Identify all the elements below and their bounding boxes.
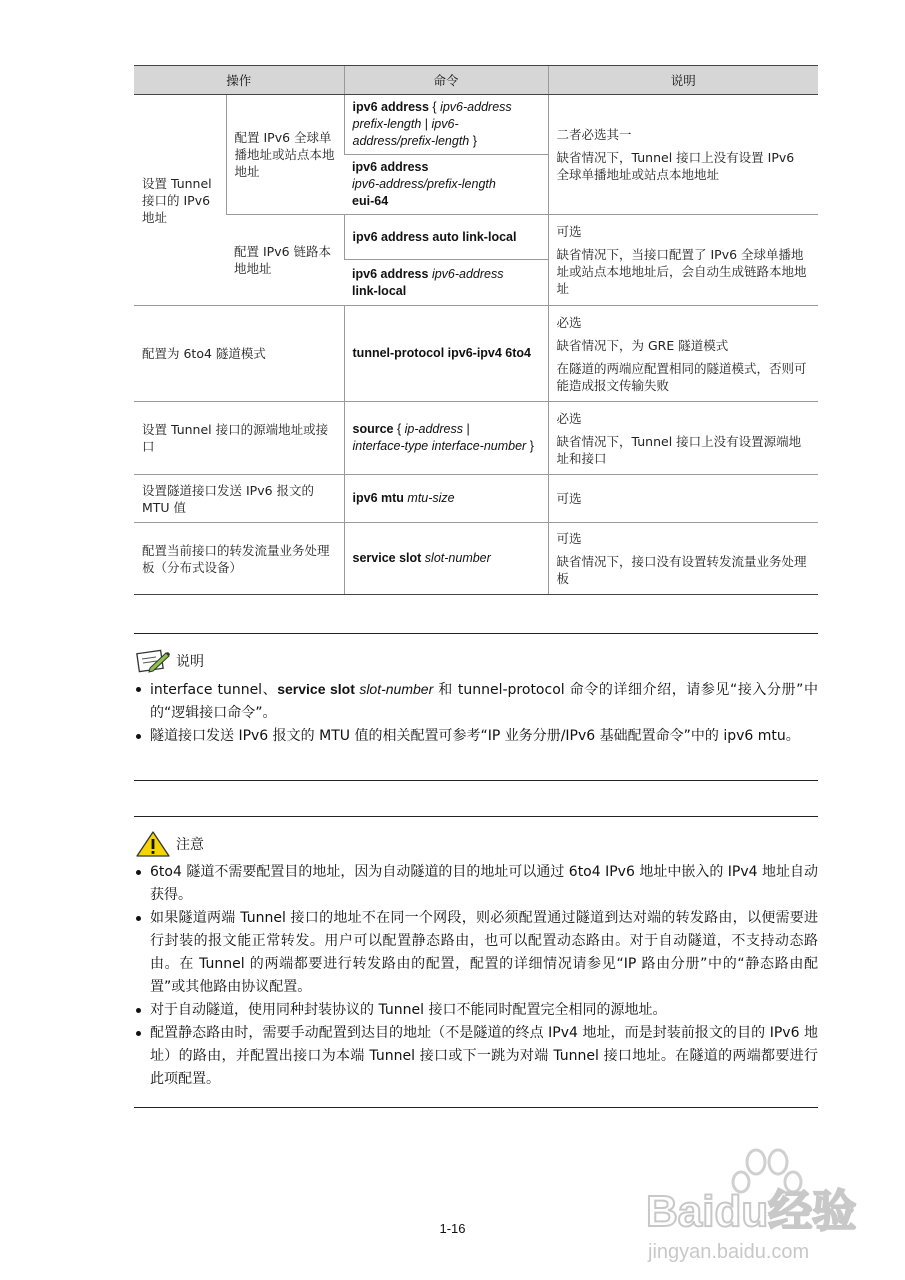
table-row [134,215,818,260]
op-source: 设置 Tunnel 接口的源端地址或接口 [134,402,344,475]
caution-box [134,816,818,1108]
list-item: interface tunnel、service slot slot-number 和 tunnel-protocol 命令的详细介绍，请参见“接入分册”中的“逻辑接口命令”。 [150,678,818,725]
op-service-slot: 配置当前接口的转发流量业务处理板（分布式设备） [134,523,344,595]
header-operation: 操作 [134,66,344,95]
cmd-ipv6-mtu: ipv6 mtu mtu-size [344,475,548,523]
note-pencil-icon [136,648,172,674]
cmd-tunnel-protocol: tunnel-protocol ipv6-ipv4 6to4 [344,306,548,402]
header-description: 说明 [548,66,818,95]
baidu-jingyan-watermark [636,1140,866,1270]
table-header-row [134,66,818,95]
desc-link-local: 可选 缺省情况下，当接口配置了 IPv6 全球单播地址或站点本地地址后，会自动生成链路本地地址 [548,215,818,306]
desc-source: 必选 缺省情况下，Tunnel 接口上没有设置源端地址和接口 [548,402,818,475]
desc-mtu: 可选 [548,475,818,523]
cmd-ipv6-address-eui64: ipv6 address ipv6-address/prefix-length eui-64 [344,155,548,215]
page-number: 1-16 [439,1221,466,1236]
caution-list [134,861,818,1091]
warning-icon [136,831,172,857]
table-row [134,306,818,402]
list-item: 如果隧道两端 Tunnel 接口的地址不在同一个网段，则必须配置通过隧道到达对端的转发路由，以便需要进行封装的报文能正常转发。用户可以配置静态路由，也可以配置动态路由。对于自动隧道，不支持动态路由。在 Tunnel 的两端都要进行转发路由的配置，配置的详细情况请参见“IP 路由分册”中的“静态路由配置”或其他路由协议配置。 [150,907,818,999]
table-row [134,95,818,155]
caution-heading [136,831,818,857]
list-item: 6to4 隧道不需要配置目的地址，因为自动隧道的目的地址可以通过 6to4 IPv6 地址中嵌入的 IPv4 地址自动获得。 [150,861,818,907]
op-mtu: 设置隧道接口发送 IPv6 报文的 MTU 值 [134,475,344,523]
caution-title: 注意 [176,837,204,853]
table-row [134,523,818,595]
table-row [134,402,818,475]
op-global-address: 配置 IPv6 全球单播地址或站点本地地址 [226,95,344,215]
list-item: 配置静态路由时，需要手动配置到达目的地址（不是隧道的终点 IPv4 地址，而是封装前报文的目的 IPv6 地址）的路由，并配置出接口为本端 Tunnel 接口或下一跳为对端 Tunnel 接口地址。在隧道的两端都要进行此项配置。 [150,1022,818,1091]
op-link-local-address: 配置 IPv6 链路本地地址 [226,215,344,306]
note-title: 说明 [176,654,204,670]
note-box [134,633,818,781]
op-6to4-mode: 配置为 6to4 隧道模式 [134,306,344,402]
cmd-ipv6-address-prefix: ipv6 address { ipv6-address prefix-length | ipv6-address/prefix-length } [344,95,548,155]
command-table [134,65,818,595]
list-item: 对于自动隧道，使用同种封装协议的 Tunnel 接口不能同时配置完全相同的源地址。 [150,999,818,1022]
list-item: 隧道接口发送 IPv6 报文的 MTU 值的相关配置可参考“IP 业务分册/IPv6 基础配置命令”中的 ipv6 mtu。 [150,725,818,748]
note-list [134,678,818,748]
watermark-brand: Baidu经验 [646,1187,857,1236]
op-set-ipv6-address: 设置 Tunnel 接口的 IPv6 地址 [134,95,226,306]
table-row [134,475,818,523]
desc-global-address: 二者必选其一 缺省情况下，Tunnel 接口上没有设置 IPv6 全球单播地址或站点本地地址 [548,95,818,215]
cmd-ipv6-address-auto-link-local: ipv6 address auto link-local [344,215,548,260]
cmd-ipv6-address-link-local: ipv6 address ipv6-address link-local [344,260,548,306]
cmd-service-slot: service slot slot-number [344,523,548,595]
header-command: 命令 [344,66,548,95]
note-heading [136,648,818,674]
cmd-source: source { ip-address | interface-type interface-number } [344,402,548,475]
desc-service-slot: 可选 缺省情况下，接口没有设置转发流量业务处理板 [548,523,818,595]
watermark-url: jingyan.baidu.com [648,1241,810,1263]
desc-6to4-mode: 必选 缺省情况下，为 GRE 隧道模式 在隧道的两端应配置相同的隧道模式，否则可能造成报文传输失败 [548,306,818,402]
